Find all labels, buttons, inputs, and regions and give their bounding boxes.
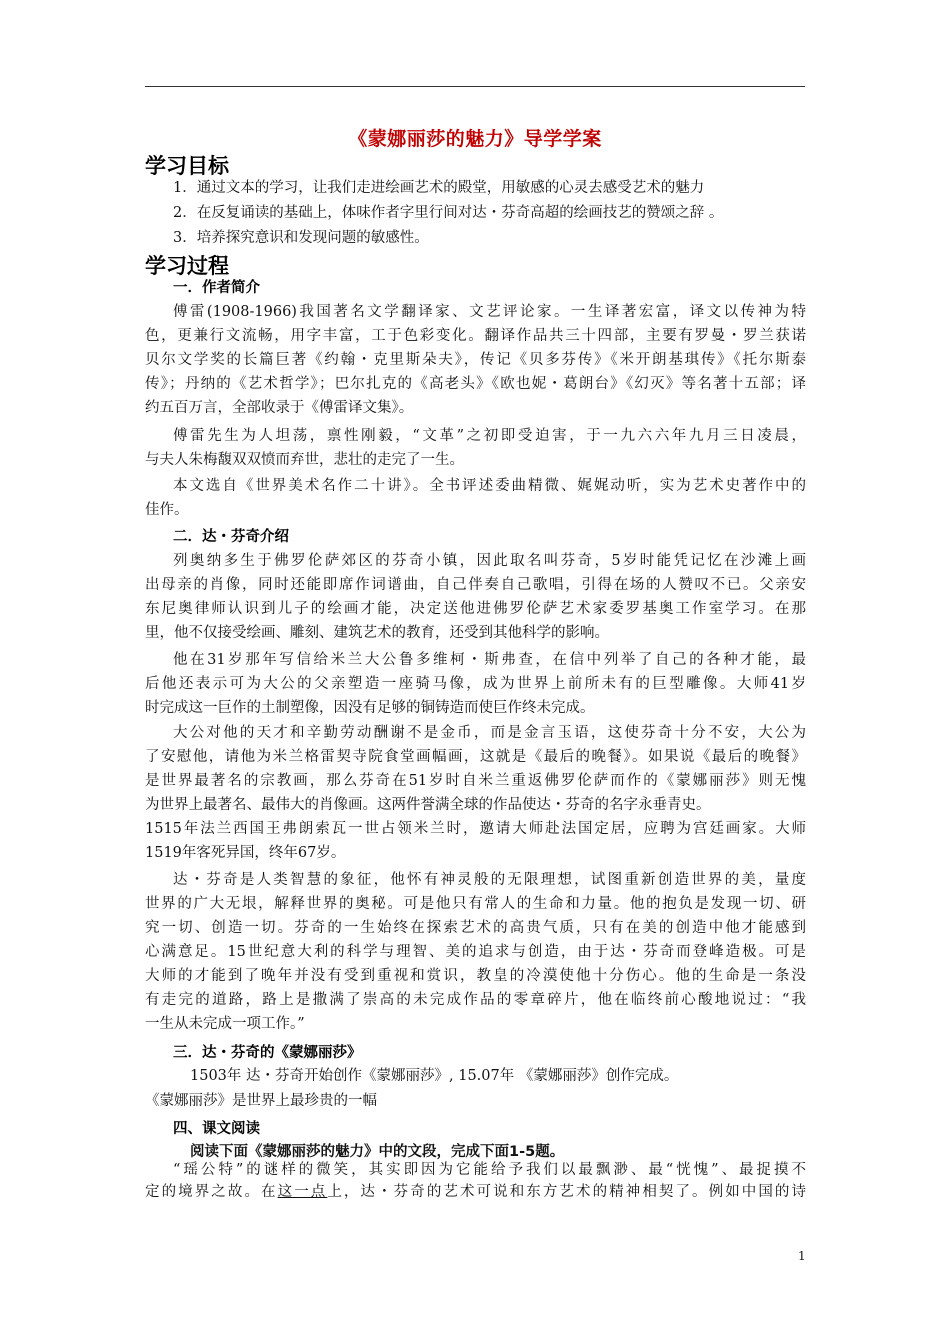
paragraph-line: 后他还表示可为大公的父亲塑造一座骑马像，成为世界上前所未有的巨型雕像。大师41岁 bbox=[145, 676, 806, 692]
reading-question-intro: 阅读下面《蒙娜丽莎的魅力》中的文段，完成下面1-5题。 bbox=[190, 1144, 565, 1160]
paragraph-line: 列奥纳多生于佛罗伦萨郊区的芬奇小镇，因此取名叫芬奇，5岁时能凭记忆在沙滩上画 bbox=[173, 553, 806, 569]
paragraph-line: 东尼奥律师认识到儿子的绘画才能，决定送他进佛罗伦萨艺术家委罗基奥工作室学习。在那 bbox=[145, 601, 806, 617]
text-span: 上，达・芬奇的艺术可说和东方艺术的精神相契了。例如中国的诗 bbox=[327, 1184, 807, 1200]
goal-1: 1．通过文本的学习，让我们走进绘画艺术的殿堂，用敏感的心灵去感受艺术的魅力 bbox=[173, 180, 705, 196]
paragraph-line: 1515年法兰西国王弗朗索瓦一世占领米兰时，邀请大师赴法国定居，应聘为宫廷画家。大师 bbox=[145, 821, 806, 837]
paragraph-line: 心满意足。15世纪意大利的科学与理智、美的追求与创造，由于达・芬奇而登峰造极。可是 bbox=[145, 944, 806, 960]
paragraph-line: 傅雷先生为人坦荡，禀性刚毅，“文革”之初即受迫害，于一九六六年九月三日凌晨， bbox=[173, 428, 806, 444]
paragraph-line bbox=[145, 1182, 806, 1202]
paragraph-line: 了安慰他，请他为米兰格雷契寺院食堂画幅画，这就是《最后的晚餐》。如果说《最后的晚餐》 bbox=[145, 749, 806, 765]
paragraph-line: 究一切、创造一切。芬奇的一生始终在探索艺术的高贵气质，只有在美的创造中他才能感到 bbox=[145, 920, 806, 936]
paragraph-line: 本文选自《世界美术名作二十讲》。全书评述委曲精微、娓娓动听，实为艺术史著作中的 bbox=[173, 478, 806, 494]
heading-author-intro: 一．作者简介 bbox=[173, 280, 260, 296]
paragraph-line: 1519年客死异国，终年67岁。 bbox=[145, 845, 346, 861]
heading-text-reading: 四、课文阅读 bbox=[173, 1121, 260, 1137]
paragraph-line: 他在31岁那年写信给米兰大公鲁多维柯・斯弗查，在信中列举了自己的各种才能，最 bbox=[173, 652, 806, 668]
text-span: 定的境界之故。在 bbox=[145, 1184, 278, 1200]
paragraph-line: 1503年 达・芬奇开始创作《蒙娜丽莎》, 15.07年 《蒙娜丽莎》创作完成。 bbox=[190, 1068, 679, 1084]
paragraph-line: 里，他不仅接受绘画、雕刻、建筑艺术的教育，还受到其他科学的影响。 bbox=[145, 625, 609, 641]
paragraph-line: 与夫人朱梅馥双双愤而弃世，悲壮的走完了一生。 bbox=[145, 452, 464, 468]
page-number: 1 bbox=[798, 1249, 806, 1263]
paragraph-line: 达・芬奇是人类智慧的象征，他怀有神灵般的无限理想，试图重新创造世界的美，量度 bbox=[173, 872, 806, 888]
paragraph-line: 世界的广大无垠，解释世界的奥秘。可是他只有常人的生命和力量。他的抱负是发现一切、研 bbox=[145, 896, 806, 912]
paragraph-line: “瑶公特”的谜样的微笑，其实即因为它能给予我们以最飘渺、最“恍愧”、最捉摸不 bbox=[173, 1162, 806, 1178]
paragraph-line: 为世界上最著名、最伟大的肖像画。这两件誉满全球的作品使达・芬奇的名字永垂青史。 bbox=[145, 797, 711, 813]
heading-learning-process: 学习过程 bbox=[145, 254, 229, 278]
document-title: 《蒙娜丽莎的魅力》导学学案 bbox=[348, 128, 602, 150]
paragraph-line: 一生从未完成一项工作。” bbox=[145, 1016, 305, 1032]
goal-2: 2．在反复诵读的基础上，体味作者字里行间对达・芬奇高超的绘画技艺的赞颂之辞 。 bbox=[173, 205, 724, 221]
paragraph-line: 时完成这一巨作的土制塑像，因没有足够的铜铸造而使巨作终未完成。 bbox=[145, 700, 595, 716]
heading-davinci-intro: 二．达・芬奇介绍 bbox=[173, 529, 289, 545]
paragraph-line: 佳作。 bbox=[145, 502, 189, 518]
paragraph-line: 大师的才能到了晚年并没有受到重视和赏识，教皇的冷漠使他十分伤心。他的生命是一条没 bbox=[145, 968, 806, 984]
paragraph-line: 色，更兼行文流畅，用字丰富，工于色彩变化。翻译作品共三十四部，主要有罗曼・罗兰获诺 bbox=[145, 328, 806, 344]
heading-learning-goals: 学习目标 bbox=[145, 154, 229, 178]
goal-3: 3．培养探究意识和发现问题的敏感性。 bbox=[173, 230, 429, 246]
header-rule bbox=[145, 86, 805, 87]
paragraph-line: 贝尔文学奖的长篇巨著《约翰・克里斯朵夫》，传记《贝多芬传》《米开朗基琪传》《托尔斯泰 bbox=[145, 352, 806, 368]
paragraph-line: 出母亲的肖像，同时还能即席作词谱曲，自己伴奏自己歌唱，引得在场的人赞叹不已。父亲安 bbox=[145, 577, 806, 593]
paragraph-line: 传》；丹纳的《艺术哲学》；巴尔扎克的《高老头》《欧也妮・葛朗台》《幻灭》等名著十五部；译 bbox=[145, 376, 806, 392]
paragraph-line: 有走完的道路，路上是撒满了崇高的未完成作品的零章碎片，他在临终前心酸地说过：“我 bbox=[145, 992, 806, 1008]
paragraph-line: 大公对他的天才和辛勤劳动酬谢不是金币，而是金言玉语，这使芬奇十分不安，大公为 bbox=[173, 725, 806, 741]
paragraph-line: 是世界最著名的宗教画，那么芬奇在51岁时自米兰重返佛罗伦萨而作的《蒙娜丽莎》则无愧 bbox=[145, 773, 806, 789]
underlined-phrase: 这一点 bbox=[277, 1184, 328, 1200]
paragraph-line: 傅雷(1908-1966)我国著名文学翻译家、文艺评论家。一生译著宏富，译文以传神为特 bbox=[173, 304, 806, 320]
heading-monalisa: 三．达・芬奇的《蒙娜丽莎》 bbox=[173, 1045, 362, 1061]
paragraph-line: 约五百万言，全部收录于《傅雷译文集》。 bbox=[145, 400, 414, 416]
paragraph-line: 《蒙娜丽莎》是世界上最珍贵的一幅 bbox=[145, 1093, 377, 1109]
